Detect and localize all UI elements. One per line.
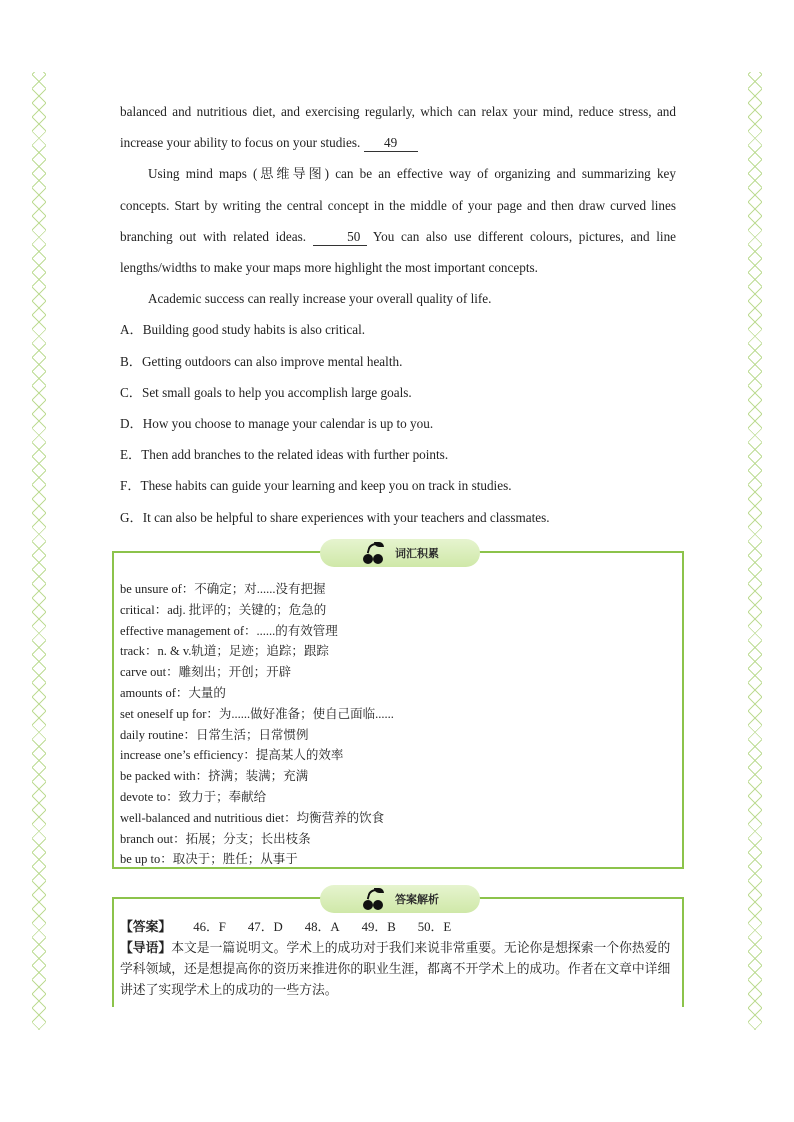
- vocab-item: amounts of：大量的: [120, 685, 226, 700]
- vocab-item: be unsure of：不确定；对......没有把握: [120, 582, 326, 596]
- option-c: C．Set small goals to help you accomplish large goals.: [120, 384, 412, 400]
- vocab-item: branch out：拓展；分支；长出枝条: [120, 831, 311, 846]
- guide-label: 【导语】: [120, 941, 172, 955]
- passage-p1-text: balanced and nutritious diet, and exercising regularly, which can relax your mind, reduce stress, and increase your ability to focus on your studies.: [120, 104, 676, 151]
- passage-paragraph-2: [120, 158, 676, 283]
- answer-label: 【答案】: [120, 920, 172, 934]
- blank-50: 50: [313, 229, 367, 246]
- passage-paragraph-1: [120, 96, 676, 158]
- decorative-border-right: [748, 72, 762, 1030]
- answer-content: [120, 917, 680, 1001]
- vocab-item: carve out：雕刻出；开创；开辟: [120, 665, 292, 680]
- vocab-item: well-balanced and nutritious diet：均衡营养的饮食: [120, 810, 385, 825]
- answer-item: 50．E: [417, 920, 452, 934]
- cherry-icon: [361, 542, 387, 564]
- vocab-item: be up to：取决于；胜任；从事于: [120, 852, 298, 867]
- option-f: F．These habits can guide your learning and keep you on track in studies.: [120, 478, 512, 494]
- guide-paragraph: [120, 938, 680, 1001]
- option-e: E．Then add branches to the related ideas with further points.: [120, 447, 449, 463]
- guide-text: 本文是一篇说明文。学术上的成功对于我们来说非常重要。无论你是想探索一个你热爱的学科领域，还是想提高你的资历来推进你的职业生涯，都离不开学术上的成功。作者在文章中详细讲述了实现学术上的成功的一些方法。: [120, 941, 671, 997]
- option-d: D．How you choose to manage your calendar is up to you.: [120, 416, 434, 432]
- answer-title: 答案解析: [395, 893, 439, 906]
- vocabulary-header: [320, 539, 480, 567]
- vocab-item: set oneself up for：为......做好准备；使自己面临......: [120, 706, 394, 721]
- answer-item: 46．F: [193, 920, 226, 934]
- decorative-border-left: [32, 72, 46, 1030]
- vocab-item: effective management of：......的有效管理: [120, 623, 338, 638]
- vocab-item: daily routine：日常生活；日常惯例: [120, 727, 309, 742]
- vocabulary-title: 词汇积累: [395, 547, 439, 560]
- answer-header: [320, 885, 480, 913]
- passage-p2-text-b: You can also use different colours, pictures, and line lengths/widths to make your maps more highlight the most important concepts.: [120, 228, 677, 276]
- answer-item: 48．A: [304, 920, 340, 934]
- vocab-item: devote to：致力于；奉献给: [120, 789, 267, 804]
- blank-49: 49: [364, 135, 418, 152]
- passage-p2-text-a: Using mind maps (思维导图) can be an effective way of organizing and summarizing key concepts. Start by writing the central concept in the middle of your page and then draw curved lines branching out with related ideas.: [120, 166, 676, 244]
- answer-item: 47．D: [247, 920, 283, 934]
- answer-box: [112, 893, 684, 1007]
- option-a: A．Building good study habits is also critical.: [120, 322, 366, 338]
- option-g: G．It can also be helpful to share experiences with your teachers and classmates.: [120, 509, 550, 525]
- vocabulary-box: [112, 547, 684, 869]
- passage-paragraph-3: Academic success can really increase your overall quality of life.: [148, 291, 492, 307]
- vocab-item: increase one’s efficiency：提高某人的效率: [120, 748, 344, 763]
- reading-passage: [120, 96, 676, 533]
- answer-item: 49．B: [361, 920, 396, 934]
- vocab-item: track：n. & v.轨道；足迹；追踪；跟踪: [120, 644, 329, 659]
- vocab-item: critical：adj. 批评的；关键的；危急的: [120, 602, 327, 617]
- option-b: B．Getting outdoors can also improve mental health.: [120, 353, 403, 369]
- answer-line: [120, 917, 680, 938]
- vocab-item: be packed with：挤满；装满；充满: [120, 769, 309, 784]
- cherry-icon: [361, 888, 387, 910]
- vocabulary-list: [120, 579, 394, 870]
